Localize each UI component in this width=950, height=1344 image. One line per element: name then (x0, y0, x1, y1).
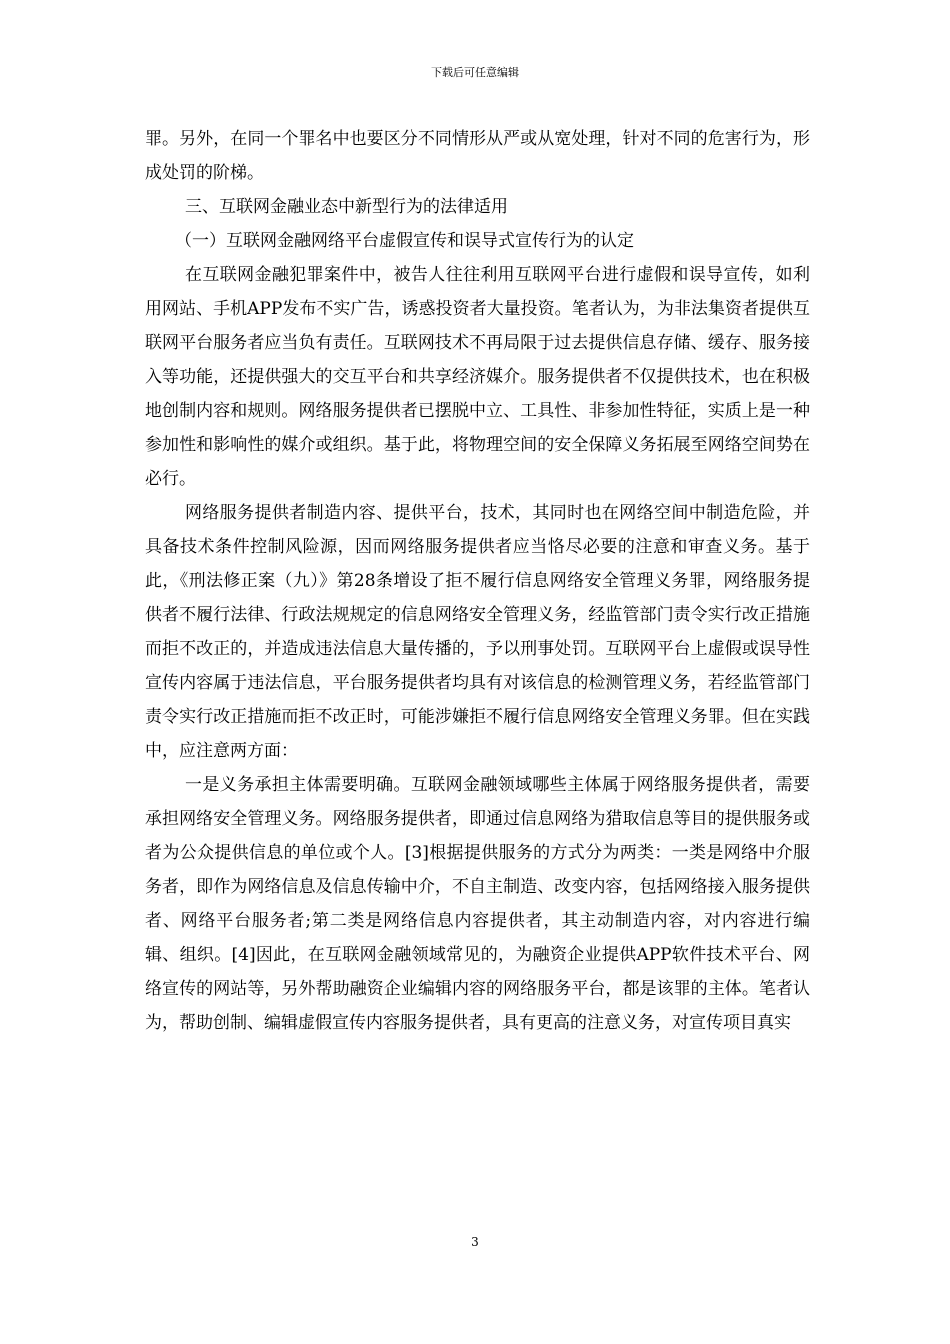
document-body (145, 122, 810, 1040)
section-heading: 三、互联网金融业态中新型行为的法律适用 (185, 197, 508, 217)
paragraph: 在互联网金融犯罪案件中，被告人往往利用互联网平台进行虚假和误导宣传，如利用网站、手机APP发布不实广告，诱惑投资者大量投资。笔者认为，为非法集资者提供互联网平台服务者应当负有责任。互联网技术不再局限于过去提供信息存储、缓存、服务接入等功能，还提供强大的交互平台和共享经济媒介。服务提供者不仅提供技术，也在积极地创制内容和规则。网络服务提供者已摆脱中立、工具性、非参加性特征，实质上是一种参加性和影响性的媒介或组织。基于此，将物理空间的安全保障义务拓展至网络空间势在必行。 (145, 265, 810, 489)
paragraph-continuation: 罪。另外，在同一个罪名中也要区分不同情形从严或从宽处理，针对不同的危害行为，形成处罚的阶梯。 (145, 129, 810, 183)
page-header: 下载后可任意编辑 (431, 66, 519, 79)
paragraph: 一是义务承担主体需要明确。互联网金融领域哪些主体属于网络服务提供者，需要承担网络安全管理义务。网络服务提供者，即通过信息网络为猎取信息等目的提供服务或者为公众提供信息的单位或个人。[3]根据提供服务的方式分为两类：一类是网络中介服务者，即作为网络信息及信息传输中介，不自主制造、改变内容，包括网络接入服务提供者、网络平台服务者;第二类是网络信息内容提供者，其主动制造内容，对内容进行编辑、组织。[4]因此，在互联网金融领域常见的，为融资企业提供APP软件技术平台、网络宣传的网站等，另外帮助融资企业编辑内容的网络服务平台，都是该罪的主体。笔者认为，帮助创制、编辑虚假宣传内容服务提供者，具有更高的注意义务，对宣传项目真实 (145, 775, 810, 1033)
subsection-heading: （一）互联网金融网络平台虚假宣传和误导式宣传行为的认定 (175, 231, 634, 251)
page-number: 3 (471, 1235, 479, 1249)
paragraph: 网络服务提供者制造内容、提供平台，技术，其同时也在网络空间中制造危险，并具备技术条件控制风险源，因而网络服务提供者应当恪尽必要的注意和审查义务。基于此，《刑法修正案（九）》第28条增设了拒不履行信息网络安全管理义务罪，网络服务提供者不履行法律、行政法规规定的信息网络安全管理义务，经监管部门责令实行改正措施而拒不改正的，并造成违法信息大量传播的，予以刑事处罚。互联网平台上虚假或误导性宣传内容属于违法信息，平台服务提供者均具有对该信息的检测管理义务，若经监管部门责令实行改正措施而拒不改正时，可能涉嫌拒不履行信息网络安全管理义务罪。但在实践中，应注意两方面： (145, 503, 810, 761)
